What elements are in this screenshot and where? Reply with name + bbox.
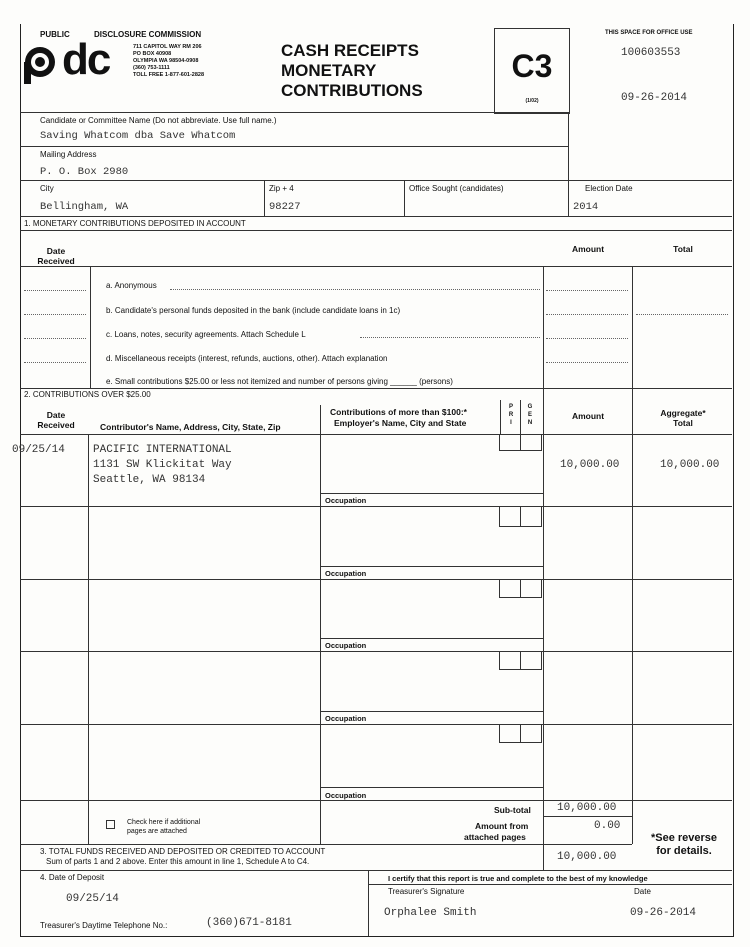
- entry-1-occupation-label: Occupation: [325, 496, 367, 505]
- entry-3-primary-box[interactable]: [499, 579, 521, 598]
- mailing-address-label: Mailing Address: [40, 150, 97, 159]
- section1-row-loans: c. Loans, notes, security agreements. Attach Schedule L: [106, 330, 306, 339]
- entry-5-general-box[interactable]: [519, 724, 542, 743]
- entry-4-general-box[interactable]: [519, 651, 542, 670]
- subtotal-label: Sub-total: [494, 805, 531, 815]
- entry-contributor-city[interactable]: Seattle, WA 98134: [93, 474, 206, 486]
- entry-contributor-name[interactable]: PACIFIC INTERNATIONAL: [93, 444, 232, 456]
- candidate-name-label: Candidate or Committee Name (Do not abbreviate. Use full name.): [40, 116, 277, 125]
- deposit-date-value[interactable]: 09/25/14: [66, 893, 119, 905]
- attached-label-2: attached pages: [464, 832, 526, 842]
- agency-address-line-1: 711 CAPITOL WAY RM 206: [133, 44, 202, 50]
- section2-contributor-header: Contributor's Name, Address, City, State, Zip: [100, 422, 281, 432]
- form-title-line-2: MONETARY: [281, 61, 377, 80]
- zip-value[interactable]: 98227: [269, 201, 301, 213]
- entry-3-occupation-label: Occupation: [325, 641, 367, 650]
- zip-label: Zip + 4: [269, 184, 294, 193]
- form-title-line-1: CASH RECEIPTS: [281, 41, 419, 60]
- form-revision: (1/02): [525, 98, 539, 104]
- subtotal-value[interactable]: 10,000.00: [557, 802, 617, 814]
- office-document-id: 100603553: [621, 47, 681, 59]
- section2-employer-header-1: Contributions of more than $100:*: [330, 407, 467, 417]
- entry-1-general-box[interactable]: [519, 434, 542, 451]
- section1-title: 1. MONETARY CONTRIBUTIONS DEPOSITED IN ACCOUNT: [24, 219, 246, 228]
- agency-label-public: PUBLIC: [40, 30, 70, 39]
- entry-5-primary-box[interactable]: [499, 724, 521, 743]
- agency-address-line-3: OLYMPIA WA 98504-0908: [133, 58, 199, 64]
- election-date-value[interactable]: 2014: [573, 201, 599, 213]
- office-sought-label: Office Sought (candidates): [409, 184, 504, 193]
- entry-aggregate[interactable]: 10,000.00: [660, 459, 720, 471]
- see-reverse-note: [636, 832, 732, 858]
- signature-date-label: Date: [634, 887, 651, 896]
- section1-row-personal-funds: b. Candidate's personal funds deposited in the bank (include candidate loans in 1c): [106, 306, 401, 315]
- entry-4-occupation-label: Occupation: [325, 714, 367, 723]
- section1-date-header: Date Received: [37, 246, 75, 266]
- certify-statement: I certify that this report is true and complete to the best of my knowledge: [388, 874, 648, 883]
- entry-2-general-box[interactable]: [519, 506, 542, 527]
- attached-label-1: Amount from: [475, 821, 529, 831]
- pdc-logo-letters: dc: [62, 35, 110, 84]
- entry-contributor-address[interactable]: 1131 SW Klickitat Way: [93, 459, 232, 471]
- city-label: City: [40, 184, 54, 193]
- check-label-2: pages are attached: [127, 828, 187, 835]
- agency-address-line-4: (360) 753-1111: [133, 65, 170, 71]
- section1-row-small: e. Small contributions $25.00 or less not itemized and number of persons giving ______ (persons): [106, 377, 453, 386]
- entry-3-general-box[interactable]: [519, 579, 542, 598]
- attached-value[interactable]: 0.00: [594, 820, 621, 832]
- city-value[interactable]: Bellingham, WA: [40, 201, 129, 213]
- section2-employer-header-2: Employer's Name, City and State: [334, 418, 467, 428]
- office-received-date: 09-26-2014: [621, 92, 688, 104]
- entry-2-primary-box[interactable]: [499, 506, 521, 527]
- form-title-line-3: CONTRIBUTIONS: [281, 81, 423, 100]
- signature-date-value[interactable]: 09-26-2014: [630, 907, 697, 919]
- election-date-label: Election Date: [585, 184, 633, 193]
- entry-4-primary-box[interactable]: [499, 651, 521, 670]
- mailing-address-value[interactable]: P. O. Box 2980: [40, 166, 129, 178]
- section1-total-header: Total: [673, 244, 693, 254]
- signature-value[interactable]: Orphalee Smith: [384, 907, 477, 919]
- section3-subtitle: Sum of parts 1 and 2 above. Enter this amount in line 1, Schedule A to C4.: [46, 857, 310, 866]
- entry-date[interactable]: 09/25/14: [12, 444, 65, 456]
- section2-aggregate-header: Aggregate* Total: [660, 408, 706, 428]
- entry-amount[interactable]: 10,000.00: [560, 459, 620, 471]
- form-code: C3: [511, 48, 553, 84]
- entry-5-occupation-label: Occupation: [325, 791, 367, 800]
- see-reverse-line-1: *See reverse: [650, 832, 718, 844]
- section2-general-header: G E N: [527, 404, 533, 426]
- additional-pages-checkbox[interactable]: [106, 820, 115, 829]
- signature-label: Treasurer's Signature: [388, 887, 465, 896]
- agency-label-commission: DISCLOSURE COMMISSION: [94, 30, 202, 39]
- agency-address-line-2: PO BOX 40908: [133, 51, 172, 57]
- entry-1-primary-box[interactable]: [499, 434, 521, 451]
- section1-row-anonymous: a. Anonymous: [106, 281, 157, 290]
- section2-amount-header: Amount: [571, 411, 605, 421]
- section3-title: 3. TOTAL FUNDS RECEIVED AND DEPOSITED OR CREDITED TO ACCOUNT: [40, 847, 326, 856]
- candidate-name-value[interactable]: Saving Whatcom dba Save Whatcom: [40, 130, 236, 142]
- section1-row-misc: d. Miscellaneous receipts (interest, refunds, auctions, other). Attach explanation: [106, 354, 388, 363]
- section2-date-header: Date Received: [37, 410, 75, 430]
- entry-2-occupation-label: Occupation: [325, 569, 367, 578]
- check-label-1: Check here if additional: [127, 819, 201, 826]
- agency-address-line-5: TOLL FREE 1-877-601-2828: [133, 72, 205, 78]
- office-use-label: THIS SPACE FOR OFFICE USE: [605, 30, 693, 36]
- phone-value[interactable]: (360)671-8181: [206, 917, 292, 929]
- see-reverse-line-2: for details.: [656, 845, 712, 857]
- section2-title: 2. CONTRIBUTIONS OVER $25.00: [24, 390, 151, 399]
- section2-primary-header: P R I: [508, 404, 514, 426]
- phone-label: Treasurer's Daytime Telephone No.:: [40, 921, 168, 930]
- deposit-date-label: 4. Date of Deposit: [40, 873, 105, 882]
- section3-total-value[interactable]: 10,000.00: [557, 851, 617, 863]
- section1-amount-header: Amount: [571, 244, 605, 254]
